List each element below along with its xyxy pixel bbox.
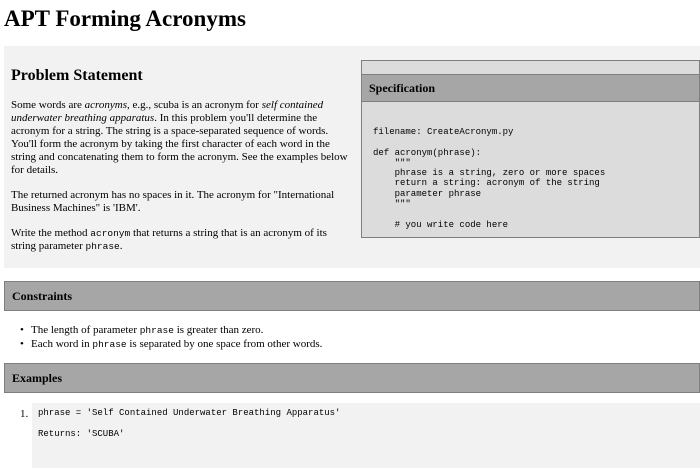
constraint-1-text-1: The length of parameter bbox=[31, 324, 140, 336]
constraint-1-text-2: is greater than zero. bbox=[173, 324, 264, 336]
example-box bbox=[32, 403, 700, 468]
specification-header bbox=[362, 74, 699, 102]
constraint-2-code: phrase bbox=[92, 338, 127, 350]
problem-statement bbox=[11, 66, 354, 265]
constraint-item bbox=[31, 338, 322, 352]
example-code: phrase = 'Self Contained Underwater Breathing Apparatus' Returns: 'SCUBA' bbox=[38, 408, 341, 439]
constraint-2-text-1: Each word in bbox=[31, 337, 93, 350]
specification-code: filename: CreateAcronym.py def acronym(phrase): """ phrase is a string, zero or more spaces return a string: acronym of the string parameter phrase """ # you write code here bbox=[373, 127, 606, 230]
constraint-item bbox=[31, 324, 322, 338]
specification-title: Specification bbox=[369, 81, 435, 95]
intro-term-acronyms: acronyms bbox=[84, 99, 127, 111]
method-text-3: . bbox=[119, 240, 123, 252]
specification-box bbox=[361, 60, 700, 238]
examples-title: Examples bbox=[12, 371, 63, 385]
problem-statement-heading: Problem Statement bbox=[11, 67, 143, 84]
problem-section bbox=[4, 46, 700, 268]
method-name-code: acronym bbox=[90, 228, 131, 239]
constraints-list bbox=[31, 324, 322, 351]
constraint-1-code: phrase bbox=[139, 325, 174, 336]
problem-paragraph-ibm: The returned acronym has no spaces in it. The acronym for "International Business Machines" is 'IBM'. bbox=[11, 189, 335, 214]
examples-header bbox=[4, 363, 700, 393]
page-title: APT Forming Acronyms bbox=[4, 6, 246, 31]
method-text-2: that returns a string that is an acronym of its string parameter bbox=[11, 227, 327, 252]
intro-text-1: Some words are bbox=[11, 99, 85, 111]
param-name-code: phrase bbox=[85, 241, 120, 252]
constraint-2-text-2: is separated by one space from other words. bbox=[126, 337, 323, 350]
constraints-title: Constraints bbox=[12, 289, 73, 303]
constraints-header bbox=[4, 281, 700, 311]
problem-paragraph-intro bbox=[11, 99, 354, 177]
intro-term-scuba-expansion: self contained underwater breathing apparatus bbox=[11, 99, 324, 124]
method-text-1: Write the method bbox=[11, 227, 91, 239]
example-number: 1. bbox=[20, 408, 29, 420]
problem-paragraph-method bbox=[11, 227, 354, 253]
intro-text-2: , e.g., scuba is an acronym for bbox=[127, 99, 262, 111]
intro-text-3: . In this problem you'll determine the acronym for a string. The string is a space-separated sequence of words. You'll form the acronym by taking the first character of each word in the string and concatenating them to form the acronym. See the examples below for details. bbox=[11, 112, 348, 176]
